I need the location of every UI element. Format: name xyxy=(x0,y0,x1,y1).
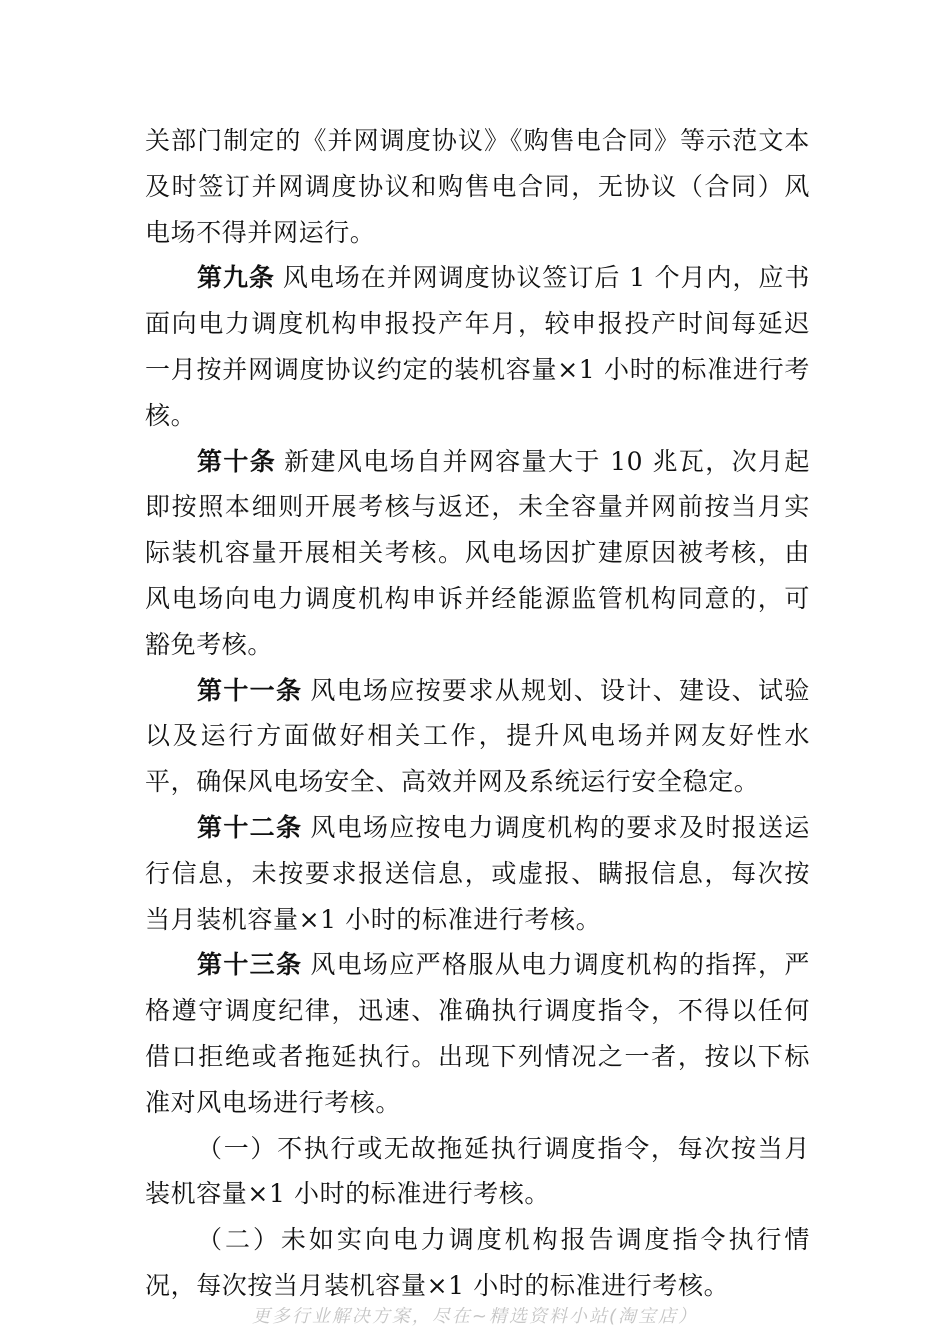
article-text: 风电场在并网调度协议签订后 1 个月内，应书面向电力调度机构申报投产年月，较申报投产时间每延迟一月按并网调度协议约定的装机容量×1 小时的标准进行考核。 xyxy=(145,263,810,430)
clause-item-2 xyxy=(145,1217,810,1309)
article-10 xyxy=(145,439,810,668)
article-text: 新建风电场自并网容量大于 10 兆瓦，次月起即按照本细则开展考核与返还，未全容量并网前按当月实际装机容量开展相关考核。风电场因扩建原因被考核，由风电场向电力调度机构申诉并经能源监管机构同意的，可豁免考核。 xyxy=(145,446,810,659)
document-body xyxy=(145,118,810,1309)
clause-text: （一）不执行或无故拖延执行调度指令，每次按当月装机容量×1 小时的标准进行考核。 xyxy=(145,1133,810,1209)
article-text: 风电场应严格服从电力调度机构的指挥，严格遵守调度纪律，迅速、准确执行调度指令，不得以任何借口拒绝或者拖延执行。出现下列情况之一者，按以下标准对风电场进行考核。 xyxy=(145,950,810,1117)
article-text: 风电场应按要求从规划、设计、建设、试验以及运行方面做好相关工作，提升风电场并网友好性水平，确保风电场安全、高效并网及系统运行安全稳定。 xyxy=(145,675,810,797)
article-12 xyxy=(145,805,810,942)
article-13 xyxy=(145,942,810,1125)
footer-watermark: 更多行业解决方案，尽在~精选资料小站(淘宝店） xyxy=(251,1306,699,1327)
article-heading: 第十三条 xyxy=(197,950,303,980)
paragraph-continuation xyxy=(145,118,810,255)
article-heading: 第十一条 xyxy=(197,675,303,705)
article-heading: 第十条 xyxy=(197,446,277,476)
article-11 xyxy=(145,668,810,805)
article-text: 风电场应按电力调度机构的要求及时报送运行信息，未按要求报送信息，或虚报、瞒报信息，每次按当月装机容量×1 小时的标准进行考核。 xyxy=(145,812,810,934)
article-heading: 第九条 xyxy=(197,263,275,293)
clause-item-1 xyxy=(145,1126,810,1218)
article-heading: 第十二条 xyxy=(197,812,303,842)
clause-text: （二）未如实向电力调度机构报告调度指令执行情况，每次按当月装机容量×1 小时的标准进行考核。 xyxy=(145,1225,810,1300)
paragraph-text: 关部门制定的《并网调度协议》《购售电合同》等示范文本及时签订并网调度协议和购售电合同，无协议（合同）风电场不得并网运行。 xyxy=(145,126,810,247)
article-9 xyxy=(145,255,810,438)
